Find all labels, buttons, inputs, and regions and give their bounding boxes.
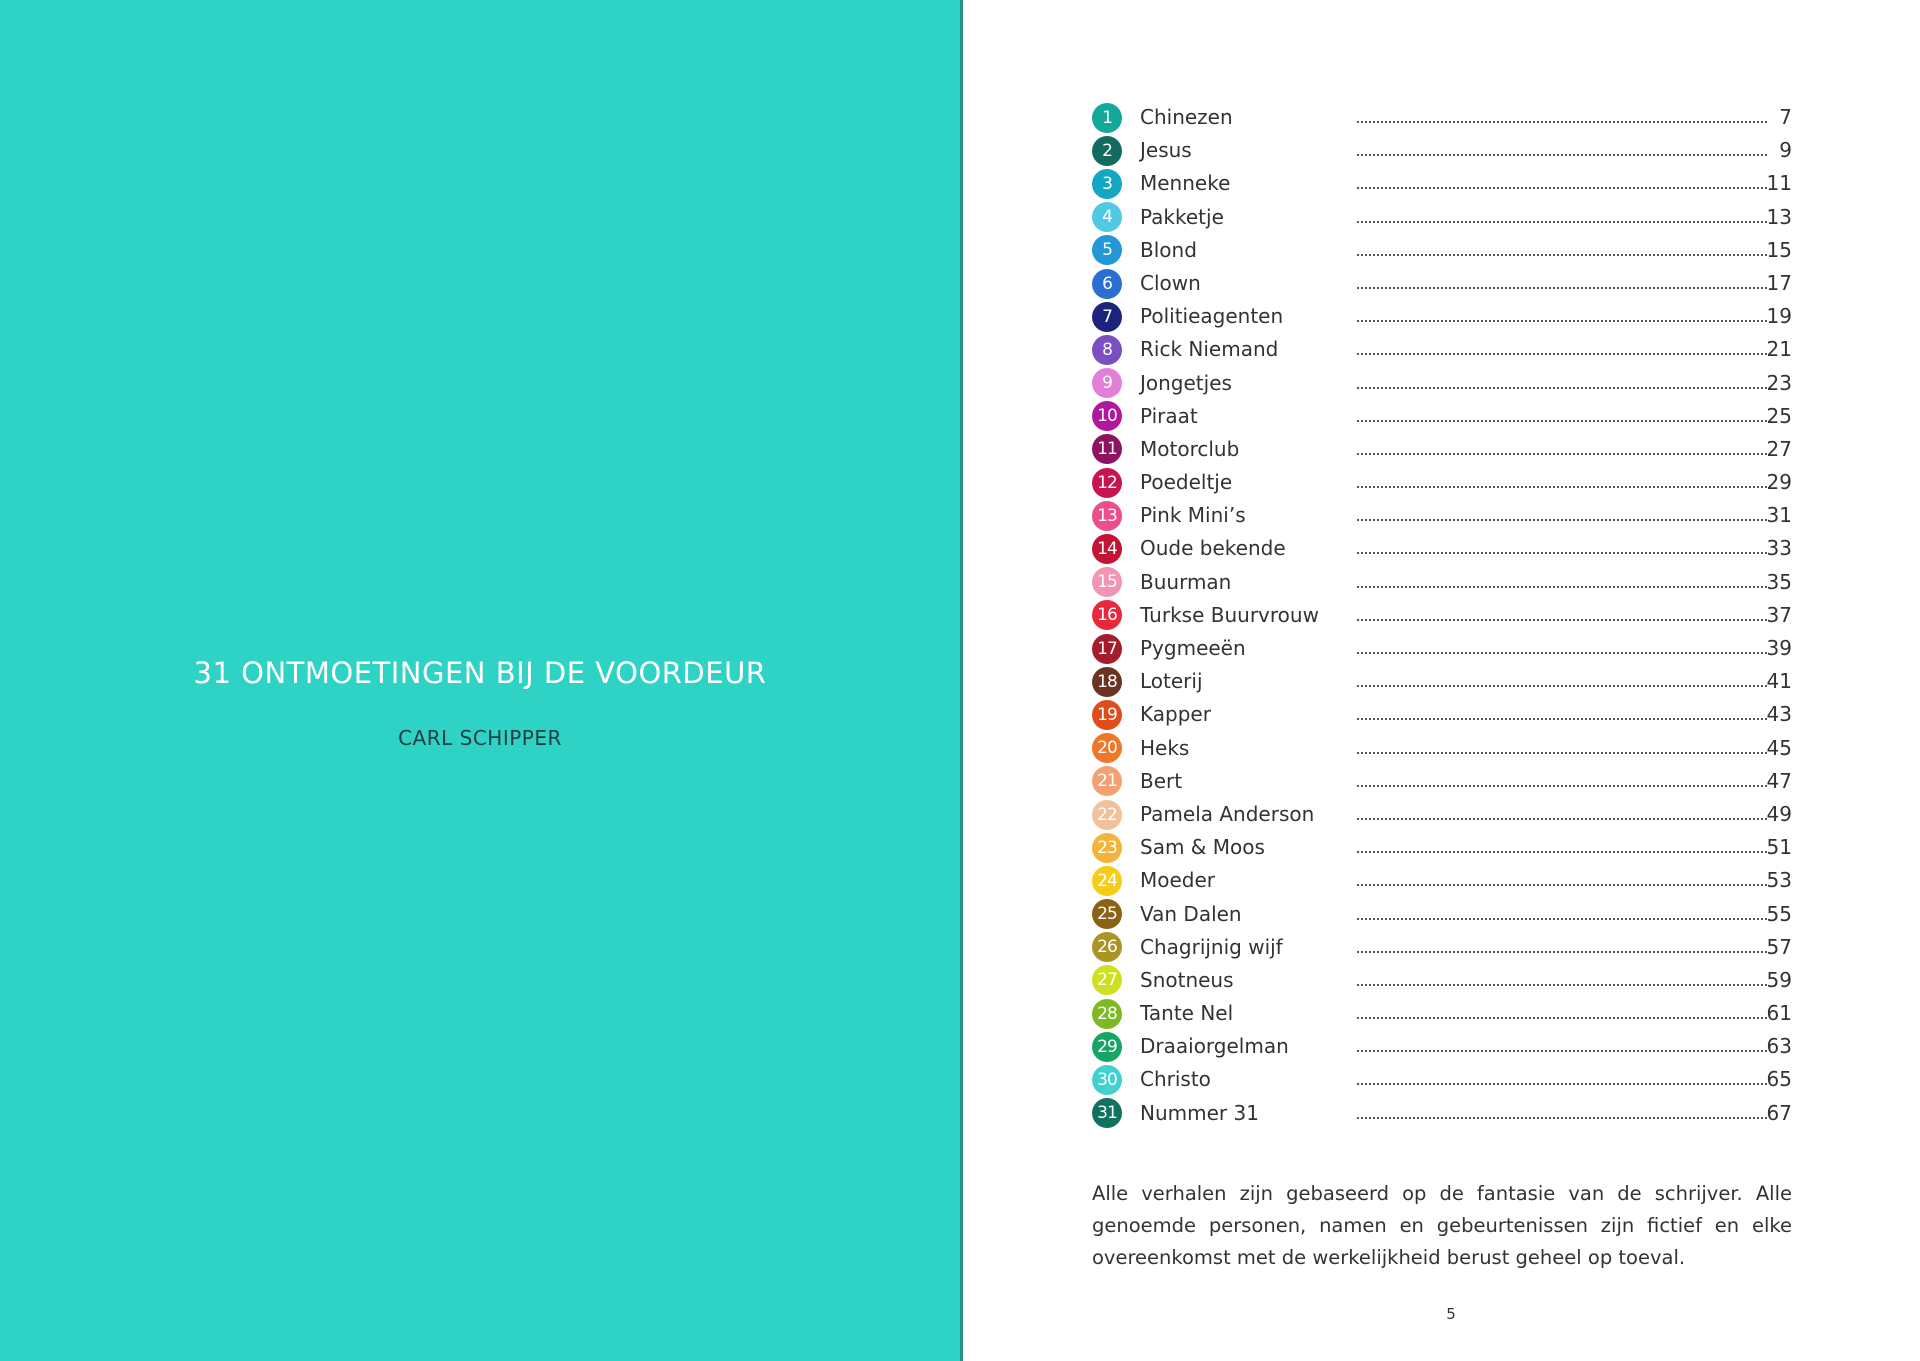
dot-leader [1357, 619, 1767, 621]
chapter-number-badge: 19 [1092, 700, 1122, 730]
chapter-title: Christo [1140, 1067, 1211, 1092]
chapter-page-number: 21 [1766, 337, 1792, 362]
toc-entry [1092, 367, 1792, 400]
toc-entry [1092, 499, 1792, 532]
chapter-number-badge: 1 [1092, 103, 1122, 133]
chapter-number-badge: 15 [1092, 567, 1122, 597]
chapter-page-number: 39 [1766, 636, 1792, 660]
toc-entry [1092, 101, 1792, 134]
chapter-page-number: 49 [1766, 801, 1792, 826]
toc-entry [1092, 864, 1792, 897]
chapter-number-badge: 26 [1092, 932, 1122, 962]
chapter-page-number: 51 [1766, 835, 1792, 860]
chapter-page-number: 13 [1766, 204, 1792, 229]
toc-entry [1092, 732, 1792, 765]
chapter-number-badge: 4 [1092, 202, 1122, 232]
chapter-number-badge: 29 [1092, 1032, 1122, 1062]
chapter-title: Pygmeeën [1140, 636, 1246, 660]
dot-leader [1357, 652, 1767, 654]
chapter-number-badge: 2 [1092, 136, 1122, 166]
dot-leader [1357, 918, 1767, 920]
dot-leader [1357, 818, 1767, 820]
book-title: 31 ONTMOETINGEN BIJ DE VOORDEUR [193, 656, 767, 690]
dot-leader [1357, 1017, 1767, 1019]
dot-leader [1357, 287, 1767, 289]
chapter-page-number: 11 [1766, 171, 1792, 196]
chapter-title: Kapper [1140, 702, 1211, 727]
chapter-number-badge: 24 [1092, 866, 1122, 896]
toc-entry [1092, 566, 1792, 599]
toc-entry [1092, 201, 1792, 234]
chapter-number-badge: 30 [1092, 1065, 1122, 1095]
chapter-title: Bert [1140, 768, 1183, 793]
chapter-page-number: 27 [1766, 436, 1792, 461]
chapter-page-number: 45 [1766, 735, 1792, 760]
chapter-title: Sam & Moos [1140, 835, 1265, 860]
chapter-title: Pakketje [1140, 204, 1224, 229]
dot-leader [1357, 951, 1767, 953]
chapter-number-badge: 17 [1092, 634, 1122, 664]
chapter-title: Draaiorgelman [1140, 1034, 1289, 1059]
toc-entry [1092, 798, 1792, 831]
chapter-page-number: 47 [1766, 768, 1792, 793]
chapter-title: Poedeltje [1140, 470, 1233, 495]
toc-entry [1092, 134, 1792, 167]
chapter-page-number: 61 [1766, 1001, 1792, 1026]
chapter-page-number: 41 [1766, 669, 1792, 694]
chapter-number-badge: 9 [1092, 368, 1122, 398]
dot-leader [1357, 121, 1767, 123]
toc-entry [1092, 765, 1792, 798]
chapter-number-badge: 10 [1092, 401, 1122, 431]
dot-leader [1357, 486, 1767, 488]
dot-leader [1357, 254, 1767, 256]
chapter-title: Buurman [1140, 569, 1232, 594]
table-of-contents [1092, 101, 1792, 1130]
toc-entry [1092, 964, 1792, 997]
chapter-number-badge: 14 [1092, 534, 1122, 564]
chapter-page-number: 17 [1766, 270, 1792, 295]
chapter-title: Heks [1140, 735, 1190, 760]
dot-leader [1357, 519, 1767, 521]
chapter-title: Chagrijnig wijf [1140, 934, 1283, 959]
chapter-page-number: 29 [1766, 470, 1792, 495]
chapter-number-badge: 6 [1092, 269, 1122, 299]
chapter-number-badge: 3 [1092, 169, 1122, 199]
dot-leader [1357, 320, 1767, 322]
chapter-title: Chinezen [1140, 105, 1233, 129]
toc-entry [1092, 433, 1792, 466]
chapter-number-badge: 20 [1092, 733, 1122, 763]
dot-leader [1357, 785, 1767, 787]
chapter-title: Moeder [1140, 868, 1216, 893]
dot-leader [1357, 718, 1767, 720]
chapter-number-badge: 11 [1092, 434, 1122, 464]
chapter-title: Jongetjes [1140, 370, 1232, 395]
chapter-page-number: 67 [1766, 1100, 1792, 1125]
toc-entry [1092, 333, 1792, 366]
toc-entry [1092, 898, 1792, 931]
chapter-title: Clown [1140, 270, 1201, 295]
chapter-page-number: 35 [1766, 569, 1792, 594]
chapter-number-badge: 27 [1092, 965, 1122, 995]
dot-leader [1357, 154, 1767, 156]
dot-leader [1357, 221, 1767, 223]
chapter-title: Blond [1140, 237, 1197, 262]
disclaimer-text: Alle verhalen zijn gebaseerd op de fantasie van de schrijver. Alle genoemde personen, namen en gebeurtenissen zijn fictief en elke overeenkomst met de werkelijkheid berust geheel op toeval. [1092, 1182, 1792, 1269]
chapter-title: Tante Nel [1140, 1001, 1234, 1026]
book-author: CARL SCHIPPER [398, 726, 562, 750]
chapter-page-number: 57 [1766, 934, 1792, 959]
chapter-page-number: 7 [1779, 105, 1792, 129]
toc-entry [1092, 234, 1792, 267]
chapter-page-number: 33 [1766, 536, 1792, 561]
chapter-number-badge: 18 [1092, 667, 1122, 697]
dot-leader [1357, 387, 1767, 389]
chapter-page-number: 63 [1766, 1034, 1792, 1059]
toc-entry [1092, 698, 1792, 731]
chapter-number-badge: 25 [1092, 899, 1122, 929]
page-number: 5 [1446, 1305, 1456, 1323]
chapter-title: Motorclub [1140, 436, 1240, 461]
toc-entry [1092, 400, 1792, 433]
chapter-page-number: 43 [1766, 702, 1792, 727]
dot-leader [1357, 586, 1767, 588]
chapter-number-badge: 22 [1092, 800, 1122, 830]
chapter-number-badge: 8 [1092, 335, 1122, 365]
chapter-number-badge: 13 [1092, 501, 1122, 531]
chapter-title: Politieagenten [1140, 304, 1284, 329]
dot-leader [1357, 752, 1767, 754]
chapter-title: Loterij [1140, 669, 1203, 694]
dot-leader [1357, 1117, 1767, 1119]
chapter-page-number: 31 [1766, 503, 1792, 528]
chapter-number-badge: 31 [1092, 1098, 1122, 1128]
toc-entry [1092, 1063, 1792, 1096]
chapter-number-badge: 23 [1092, 833, 1122, 863]
dot-leader [1357, 453, 1767, 455]
chapter-title: Piraat [1140, 403, 1198, 428]
chapter-page-number: 15 [1766, 237, 1792, 262]
chapter-page-number: 9 [1779, 138, 1792, 163]
toc-entry [1092, 1030, 1792, 1063]
chapter-page-number: 65 [1766, 1067, 1792, 1092]
chapter-page-number: 37 [1766, 602, 1792, 627]
dot-leader [1357, 685, 1767, 687]
toc-entry [1092, 466, 1792, 499]
toc-entry [1092, 665, 1792, 698]
dot-leader [1357, 353, 1767, 355]
chapter-title: Turkse Buurvrouw [1140, 602, 1319, 627]
chapter-title: Oude bekende [1140, 536, 1286, 561]
dot-leader [1357, 187, 1767, 189]
toc-entry [1092, 1097, 1792, 1130]
chapter-page-number: 19 [1766, 304, 1792, 329]
chapter-number-badge: 16 [1092, 600, 1122, 630]
toc-entry [1092, 599, 1792, 632]
dot-leader [1357, 552, 1767, 554]
toc-entry [1092, 831, 1792, 864]
toc-entry [1092, 632, 1792, 665]
chapter-title: Pamela Anderson [1140, 801, 1315, 826]
toc-entry [1092, 997, 1792, 1030]
chapter-title: Rick Niemand [1140, 337, 1279, 362]
chapter-number-badge: 12 [1092, 468, 1122, 498]
toc-entry [1092, 532, 1792, 565]
chapter-title: Van Dalen [1140, 901, 1242, 926]
chapter-number-badge: 21 [1092, 766, 1122, 796]
dot-leader [1357, 420, 1767, 422]
chapter-page-number: 25 [1766, 403, 1792, 428]
toc-entry [1092, 300, 1792, 333]
chapter-title: Jesus [1140, 138, 1192, 163]
chapter-page-number: 55 [1766, 901, 1792, 926]
chapter-page-number: 23 [1766, 370, 1792, 395]
dot-leader [1357, 884, 1767, 886]
chapter-number-badge: 5 [1092, 235, 1122, 265]
toc-entry [1092, 267, 1792, 300]
chapter-page-number: 53 [1766, 868, 1792, 893]
chapter-title: Snotneus [1140, 967, 1234, 992]
dot-leader [1357, 1083, 1767, 1085]
dot-leader [1357, 984, 1767, 986]
chapter-number-badge: 28 [1092, 999, 1122, 1029]
chapter-title: Pink Mini’s [1140, 503, 1246, 528]
toc-entry [1092, 167, 1792, 200]
chapter-page-number: 59 [1766, 967, 1792, 992]
dot-leader [1357, 1050, 1767, 1052]
chapter-title: Nummer 31 [1140, 1100, 1259, 1125]
chapter-title: Menneke [1140, 171, 1231, 196]
toc-entry [1092, 931, 1792, 964]
chapter-number-badge: 7 [1092, 302, 1122, 332]
dot-leader [1357, 851, 1767, 853]
